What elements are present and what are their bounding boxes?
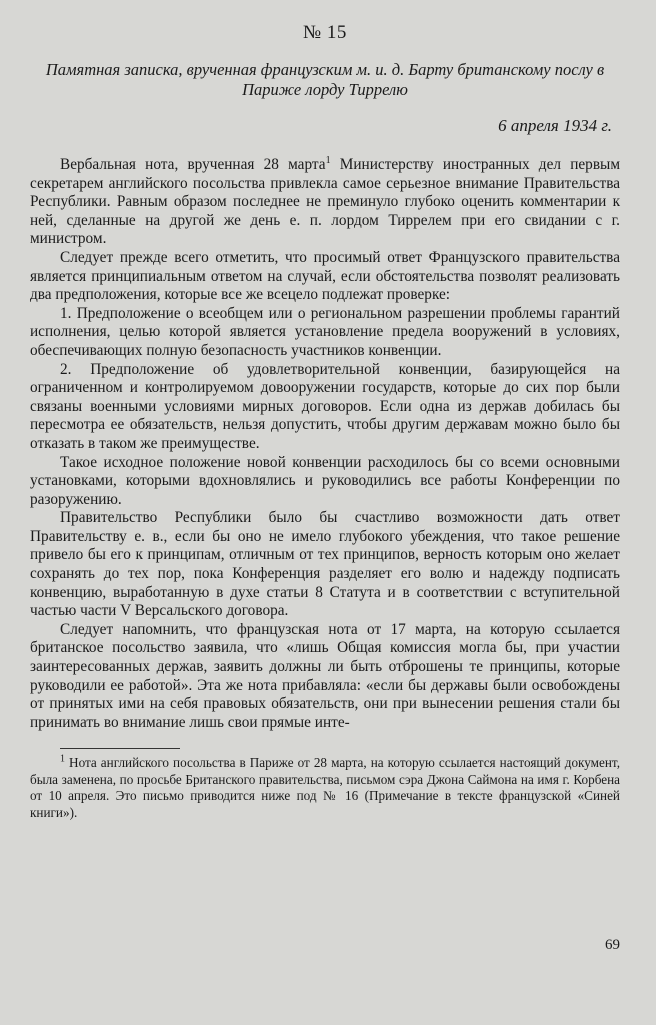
paragraph-1-start: Вербальная нота, врученная 28 марта	[60, 156, 326, 173]
document-number: № 15	[303, 22, 347, 43]
footnote-reference: 1	[325, 154, 331, 166]
paragraph-assumption-2: 2. Предположение об удовлетворительной конвенции, базирующейся на ограниченном и контролируемом довооружении государств, которые до сих пор были связаны военными условиями мирных договоров. Если одна из держав добилась бы пересмотра ее обязательств, нельзя допустить, чтобы другим державам можно было бы отказать в таком же преимуществе.	[30, 360, 620, 452]
paragraph-assumption-1: 1. Предположение о всеобщем или о региональном разрешении проблемы гарантий исполнения, целью которой является установление предела вооружений в условиях, обеспечивающих полную безопасность участников конвенции.	[30, 304, 620, 359]
page-number: 69	[605, 937, 620, 953]
document-date: 6 апреля 1934 г.	[498, 116, 612, 135]
document-title: Памятная записка, врученная французским м. и. д. Барту британскому послу в Париже лорду Тиррелю	[45, 60, 605, 99]
paragraph-5: Такое исходное положение новой конвенции расходилось бы со всеми основными установками, которыми вдохновлялись и руководились все работы Конференции по разоружению.	[30, 453, 620, 508]
paragraph-1	[30, 156, 620, 249]
body-text	[30, 156, 620, 732]
paragraph-1-rest: Министерству иностранных дел первым секретарем английского посольства привлекла самое серьезное внимание Правительства Республики. Равным образом последнее не преминуло глубоко оценить комментарии к ней, сделанные на другой же день е. п. лордом Тиррелем при его свидании с г. министром.	[30, 156, 620, 248]
footnote-text: Нота английского посольства в Париже от 28 марта, на которую ссылается настоящий документ, была заменена, по просьбе Британского правительства, письмом сэра Джона Саймона на имя г. Корбена от 10 апреля. Это письмо приводится ниже под № 16 (Примечание в тексте французской «Синей книги»).	[30, 755, 620, 820]
footnote-divider	[60, 748, 180, 749]
paragraph-7: Следует напомнить, что французская нота от 17 марта, на которую ссылается британское посольство заявила, что «лишь Общая комиссия могла бы, при участии заинтересованных держав, заявить должны ли быть отброшены те принципы, которые руководили ее работой». Эта же нота прибавляла: «если бы державы были освобождены от принятых ими на себя правовых обязательств, они при вынесении решения стали бы принимать во внимание лишь свои прямые инте-	[30, 620, 620, 731]
paragraph-6: Правительство Республики было бы счастливо возможности дать ответ Правительству е. в., если бы оно не имело глубокого убеждения, что такое решение привело бы его к принципам, отличным от тех принципов, верность которым оно желает сохранять до тех пор, пока Конференция разделяет его волю и надежду подписать конвенцию, выработанную в духе статьи 8 Статута и в соответствии с вступительной частью части V Версальского договора.	[30, 509, 620, 620]
footnote	[30, 755, 620, 821]
footnote-mark: 1	[60, 754, 65, 766]
paragraph-2: Следует прежде всего отметить, что просимый ответ Французского правительства является принципиальным ответом на случай, если обстоятельства позволят реализовать два предположения, которые все же всецело подлежат проверке:	[30, 248, 620, 304]
